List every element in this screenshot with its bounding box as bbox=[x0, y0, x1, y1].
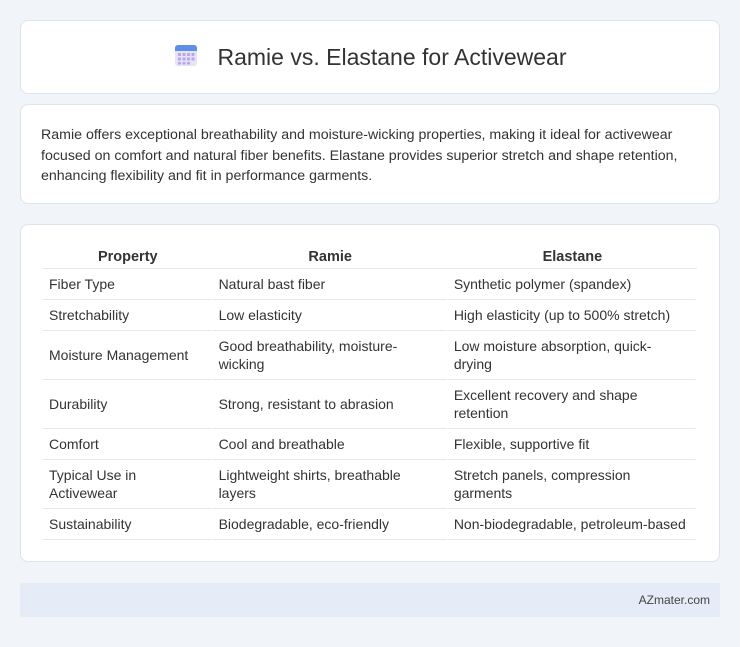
cell-ramie: Biodegradable, eco-friendly bbox=[213, 509, 448, 540]
header-property: Property bbox=[43, 245, 213, 269]
cell-ramie: Good breathability, moisture-wicking bbox=[213, 331, 448, 380]
cell-elastane: Flexible, supportive fit bbox=[448, 429, 697, 460]
cell-property: Comfort bbox=[43, 429, 213, 460]
cell-elastane: Non-biodegradable, petroleum-based bbox=[448, 509, 697, 540]
comparison-table bbox=[43, 245, 697, 540]
title-wrap bbox=[174, 43, 567, 72]
table-header-row bbox=[43, 245, 697, 269]
cell-elastane: Excellent recovery and shape retention bbox=[448, 380, 697, 429]
table-row bbox=[43, 509, 697, 540]
table-row bbox=[43, 429, 697, 460]
cell-ramie: Cool and breathable bbox=[213, 429, 448, 460]
table-row bbox=[43, 331, 697, 380]
calendar-icon bbox=[174, 43, 198, 72]
cell-elastane: Stretch panels, compression garments bbox=[448, 460, 697, 509]
cell-property: Sustainability bbox=[43, 509, 213, 540]
intro-card bbox=[20, 104, 720, 204]
page-title: Ramie vs. Elastane for Activewear bbox=[217, 43, 567, 70]
cell-ramie: Lightweight shirts, breathable layers bbox=[213, 460, 448, 509]
cell-property: Typical Use in Activewear bbox=[43, 460, 213, 509]
intro-text: Ramie offers exceptional breathability and moisture-wicking properties, making it ideal for activewear focused on comfort and natural fiber benefits. Elastane provides superior stretch and shape retention, enhancing flexibility and fit in performance garments. bbox=[41, 127, 678, 184]
table-row bbox=[43, 460, 697, 509]
table-card bbox=[20, 224, 720, 562]
cell-ramie: Natural bast fiber bbox=[213, 269, 448, 300]
cell-property: Stretchability bbox=[43, 300, 213, 331]
header-card bbox=[20, 20, 720, 94]
header-ramie: Ramie bbox=[213, 245, 448, 269]
cell-ramie: Low elasticity bbox=[213, 300, 448, 331]
cell-elastane: High elasticity (up to 500% stretch) bbox=[448, 300, 697, 331]
cell-elastane: Synthetic polymer (spandex) bbox=[448, 269, 697, 300]
cell-property: Moisture Management bbox=[43, 331, 213, 380]
cell-property: Durability bbox=[43, 380, 213, 429]
footer bbox=[20, 583, 720, 617]
table-row bbox=[43, 269, 697, 300]
table-row bbox=[43, 380, 697, 429]
cell-ramie: Strong, resistant to abrasion bbox=[213, 380, 448, 429]
table-row bbox=[43, 300, 697, 331]
footer-brand: AZmater.com bbox=[638, 593, 710, 607]
cell-property: Fiber Type bbox=[43, 269, 213, 300]
cell-elastane: Low moisture absorption, quick-drying bbox=[448, 331, 697, 380]
header-elastane: Elastane bbox=[448, 245, 697, 269]
